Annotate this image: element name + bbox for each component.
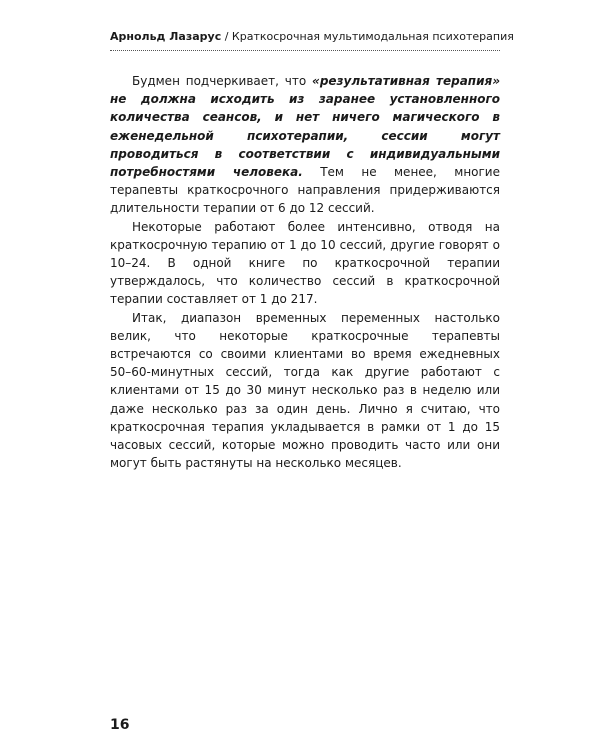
page-number: 16 [110,717,130,733]
paragraph-1 [110,72,500,218]
header-separator: / [221,30,232,43]
paragraph-1-emphasis: «результативная терапия» не должна исходить из заранее установленного количества сеансов, и нет ничего магического в еженедельной психотерапии, сессии могут проводиться в соответствии с индивидуальными потребностями человека. [110,74,500,180]
header-author: Арнольд Лазарус [110,30,222,43]
running-header [110,30,514,44]
body-text [110,72,500,472]
paragraph-3: Итак, диапазон временных переменных настолько велик, что некоторые краткосрочные терапевты встречаются со своими клиентами во время ежедневных 50–60-минутных сессий, тогда как другие работают с клиентами от 15 до 30 минут несколько раз в неделю или даже несколько раз за один день. Лично я считаю, что краткосрочная терапия укладывается в рамки от 1 до 15 часовых сессий, которые можно проводить часто или они могут быть растянуты на несколько месяцев. [110,310,500,471]
paragraph-1-lead: Будмен подчеркивает, что [132,74,313,88]
paragraph-2: Некоторые работают более интенсивно, отводя на краткосрочную терапию от 1 до 10 сессий, другие говорят о 10–24. В одной книге по краткосрочной терапии утверждалось, что количество сессий в краткосрочной терапии составляет от 1 до 217. [110,219,500,307]
paragraph-1-tail: Тем не менее, многие терапевты краткосрочного направления придерживаются длительности терапии от 6 до 12 сессий. [110,165,500,216]
header-book-title: Краткосрочная мультимодальная психотерапия [231,30,514,43]
header-dotted-rule [110,50,500,51]
